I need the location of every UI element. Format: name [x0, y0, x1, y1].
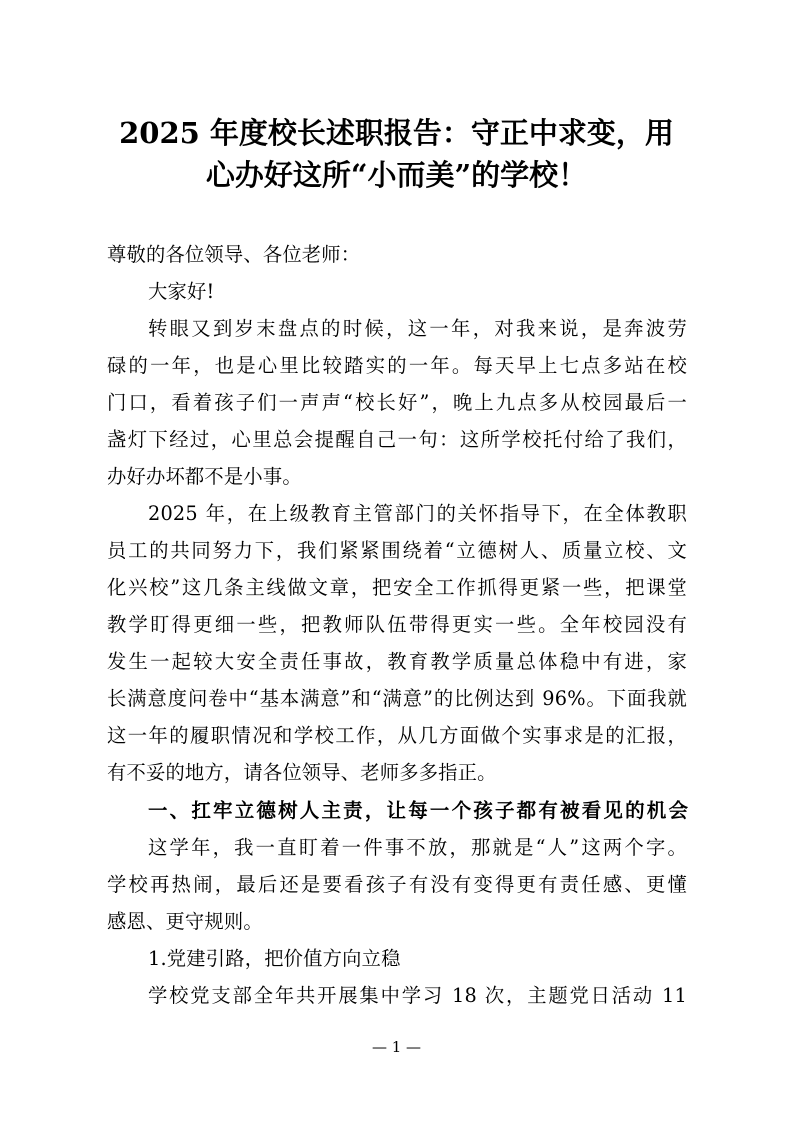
paragraph-line: 学校再热闹，最后还是要看孩子有没有变得更有责任感、更懂 [107, 873, 687, 896]
paragraph-line: 2025 年，在上级教育主管部门的关怀指导下，在全体教职 [148, 502, 687, 525]
paragraph-line: 转眼又到岁末盘点的时候，这一年，对我来说，是奔波劳 [148, 317, 687, 340]
title-line-2: 心办好这所“小而美”的学校！ [205, 158, 588, 192]
subheading: 1.党建引路，把价值方向立稳 [148, 947, 401, 970]
paragraph-line: 有不妥的地方，请各位领导、老师多多指正。 [107, 761, 497, 784]
greeting: 大家好! [148, 280, 215, 303]
paragraph-line: 化兴校”这几条主线做文章，把安全工作抓得更紧一些，把课堂 [107, 576, 687, 599]
paragraph-line: 学校党支部全年共开展集中学习 18 次，主题党日活动 11 [148, 984, 687, 1007]
paragraph-line: 教学盯得更细一些，把教师队伍带得更实一些。全年校园没有 [107, 613, 687, 636]
paragraph-line: 办好办坏都不是小事。 [107, 465, 302, 488]
paragraph-line: 长满意度问卷中“基本满意”和“满意”的比例达到 96%。下面我就 [107, 687, 687, 710]
paragraph-line: 发生一起较大安全责任事故，教育教学质量总体稳中有进，家 [107, 650, 687, 673]
paragraph-line: 这一年的履职情况和学校工作，从几方面做个实事求是的汇报， [107, 724, 687, 747]
document-title [100, 112, 693, 196]
paragraph-line: 盏灯下经过，心里总会提醒自己一句：这所学校托付给了我们， [107, 428, 687, 451]
paragraph-line: 碌的一年，也是心里比较踏实的一年。每天早上七点多站在校 [107, 354, 687, 377]
section-heading: 一、扛牢立德树人主责，让每一个孩子都有被看见的机会 [148, 799, 688, 822]
title-line-1: 2025 年度校长述职报告：守正中求变，用 [119, 116, 674, 150]
salutation: 尊敬的各位领导、各位老师： [107, 243, 361, 266]
page-number: — 1 — [371, 1038, 422, 1056]
paragraph-line: 感恩、更守规则。 [107, 910, 263, 933]
paragraph-line: 门口，看着孩子们一声声“校长好”，晚上九点多从校园最后一 [107, 391, 687, 414]
paragraph-line: 员工的共同努力下，我们紧紧围绕着“立德树人、质量立校、文 [107, 539, 687, 562]
paragraph-line: 这学年，我一直盯着一件事不放，那就是“人”这两个字。 [148, 836, 687, 859]
